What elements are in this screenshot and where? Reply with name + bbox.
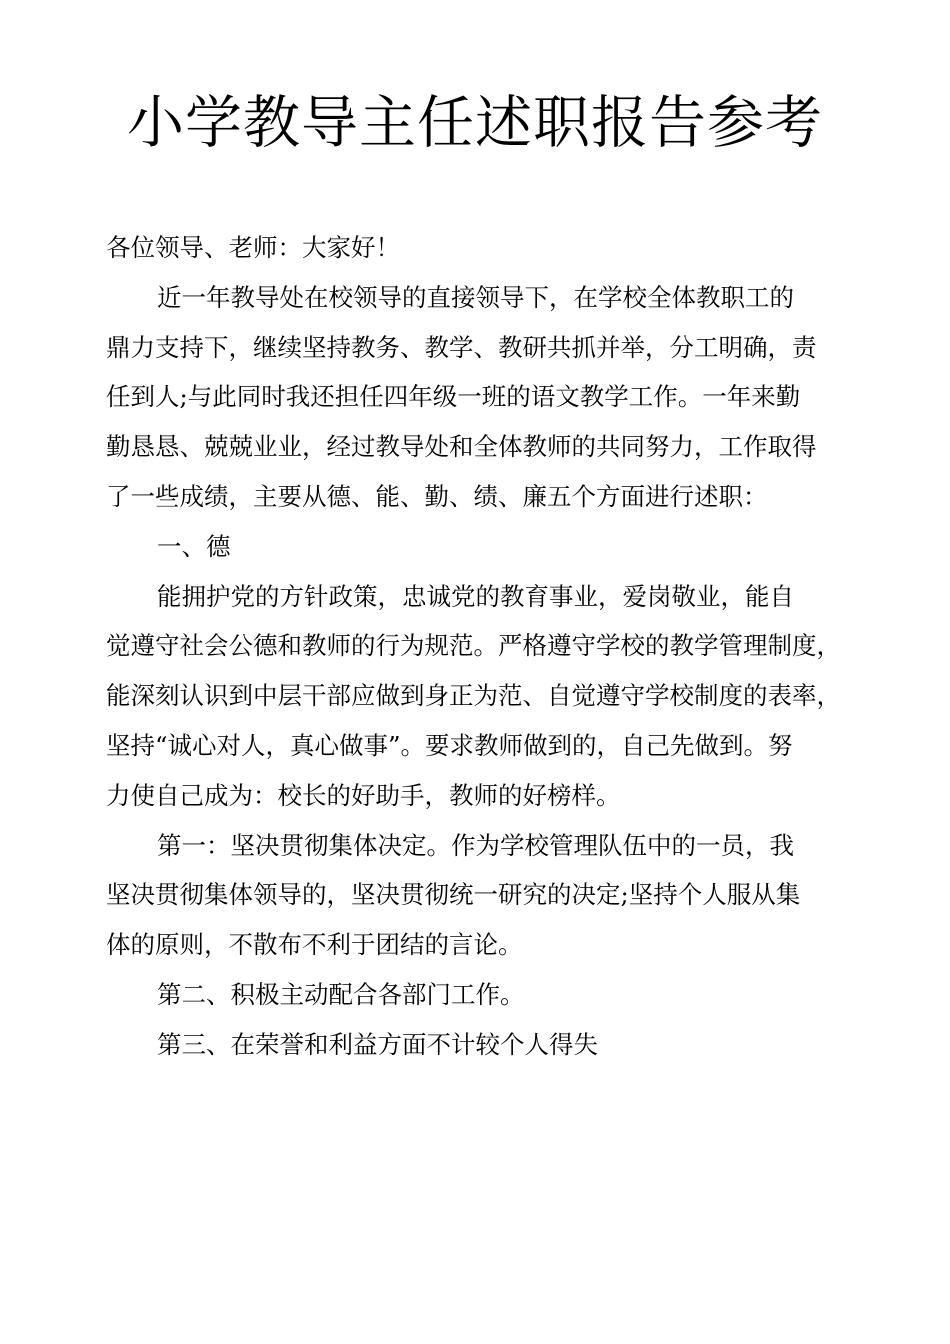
- paragraph-line: 坚决贯彻集体领导的，坚决贯彻统一研究的决定;坚持个人服从集: [106, 880, 801, 910]
- paragraph-line: 能深刻认识到中层干部应做到身正为范、自觉遵守学校制度的表率，: [106, 681, 841, 711]
- paragraph-line: 第二、积极主动配合各部门工作。: [157, 979, 525, 1009]
- paragraph-line: 任到人;与此同时我还担任四年级一班的语文教学工作。一年来勤: [106, 382, 801, 412]
- paragraph-line: 力使自己成为：校长的好助手，教师的好榜样。: [106, 780, 621, 810]
- document-body: [106, 223, 866, 1070]
- paragraph-line: 能拥护党的方针政策，忠诚党的教育事业，爱岗敬业，能自: [157, 581, 794, 611]
- paragraph-line: 坚持“诚心对人，真心做事”。要求教师做到的，自己先做到。努: [106, 730, 793, 760]
- paragraph-line: 体的原则，不散布不利于团结的言论。: [106, 930, 523, 960]
- paragraph-line: 第一：坚决贯彻集体决定。作为学校管理队伍中的一员，我: [157, 830, 794, 860]
- paragraph-line: 了一些成绩，主要从德、能、勤、绩、廉五个方面进行述职：: [106, 481, 768, 511]
- paragraph-line: 第三、在荣誉和利益方面不计较个人得失: [157, 1029, 598, 1059]
- paragraph-line: 勤恳恳、兢兢业业，经过教导处和全体教师的共同努力，工作取得: [106, 432, 817, 462]
- paragraph-line: 近一年教导处在校领导的直接领导下，在学校全体教职工的: [157, 282, 794, 312]
- section-heading: 一、德: [157, 531, 231, 561]
- paragraph-line: 觉遵守社会公德和教师的行为规范。严格遵守学校的教学管理制度，: [106, 631, 841, 661]
- paragraph-line: 各位领导、老师：大家好！: [106, 233, 400, 262]
- paragraph-line: 鼎力支持下，继续坚持教务、教学、教研共抓并举，分工明确，责: [106, 332, 817, 362]
- document-title: 小学教导主任述职报告参考: [127, 90, 823, 156]
